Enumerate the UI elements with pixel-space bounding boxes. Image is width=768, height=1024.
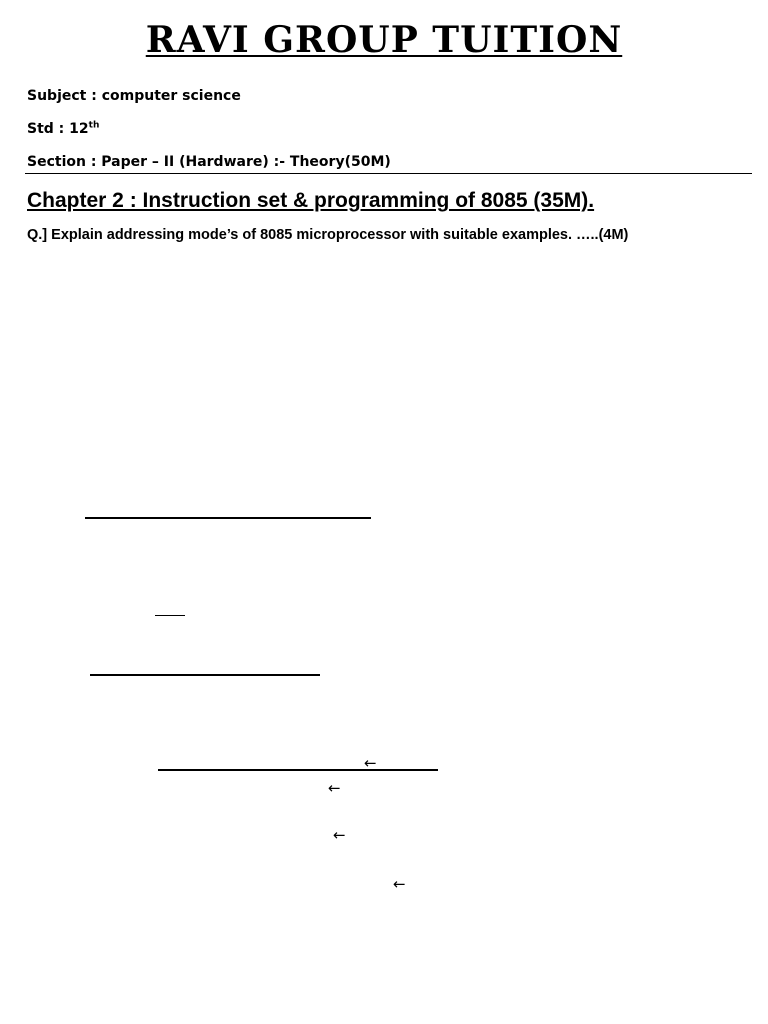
std-superscript: th bbox=[88, 120, 100, 131]
underline-mark-2 bbox=[155, 615, 185, 616]
subject-line: Subject : computer science bbox=[27, 88, 241, 104]
section-line: Section : Paper – II (Hardware) :- Theory(50M) bbox=[27, 154, 391, 170]
left-arrow-icon: ← bbox=[328, 779, 341, 797]
page-title-text: RAVI GROUP TUITION bbox=[145, 19, 623, 61]
page-title bbox=[0, 18, 768, 62]
std-line bbox=[27, 120, 99, 138]
underline-mark-3 bbox=[90, 674, 320, 676]
left-arrow-icon: ← bbox=[393, 875, 406, 893]
underline-mark-4 bbox=[158, 769, 438, 771]
question-text: Q.] Explain addressing mode’s of 8085 microprocessor with suitable examples. …..(4M) bbox=[27, 227, 629, 243]
left-arrow-icon: ← bbox=[364, 754, 377, 772]
left-arrow-icon: ← bbox=[333, 826, 346, 844]
chapter-heading: Chapter 2 : Instruction set & programming of 8085 (35M). bbox=[27, 189, 595, 212]
underline-mark-1 bbox=[85, 517, 371, 519]
std-label: Std : 12 bbox=[27, 121, 89, 137]
header-divider bbox=[25, 173, 752, 174]
